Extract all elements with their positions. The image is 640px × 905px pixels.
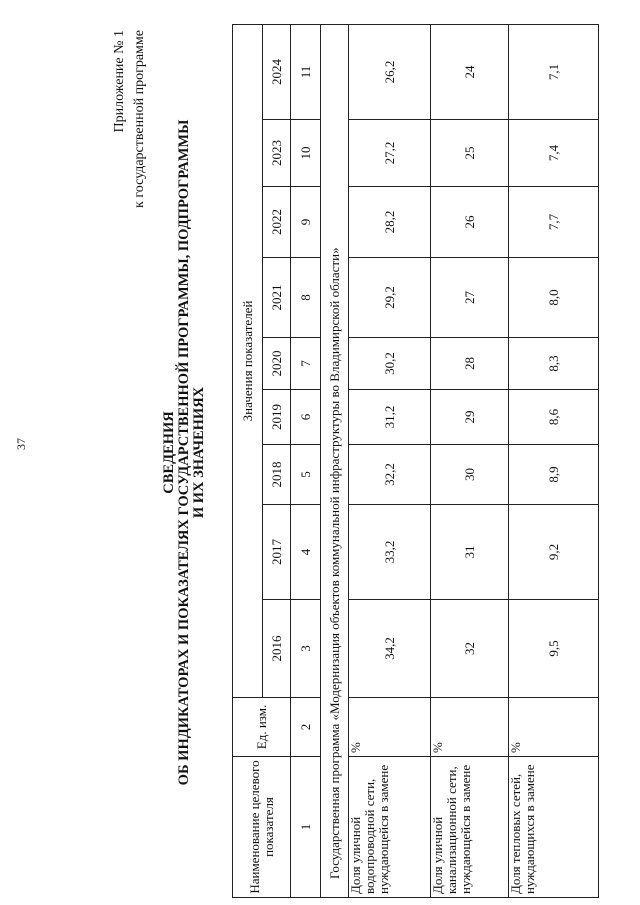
- year-header: 2022: [263, 187, 291, 258]
- indicator-name: Доля уличной водопроводной сети, нуждающейся в замене: [349, 757, 431, 898]
- column-number: 2: [291, 698, 321, 757]
- column-number: 11: [291, 24, 321, 119]
- indicator-name: Доля тепловых сетей, нуждающихся в замене: [509, 757, 599, 898]
- indicator-unit: %: [349, 698, 431, 757]
- indicator-unit: %: [509, 698, 599, 757]
- title-line: СВЕДЕНИЯ: [161, 411, 177, 494]
- indicator-value: 27: [431, 258, 509, 338]
- indicator-value: 32,2: [349, 445, 431, 505]
- appendix-line: Приложение № 1: [112, 30, 127, 133]
- indicator-unit: %: [431, 698, 509, 757]
- indicator-value: 28,2: [349, 187, 431, 258]
- indicator-value: 34,2: [349, 600, 431, 698]
- indicator-value: 7,1: [509, 24, 599, 119]
- indicator-value: 8,9: [509, 445, 599, 505]
- indicator-value: 8,3: [509, 338, 599, 390]
- page-number: 37: [14, 438, 28, 450]
- indicator-value: 26,2: [349, 24, 431, 119]
- column-number: 4: [291, 505, 321, 600]
- year-header: 2021: [263, 258, 291, 338]
- indicator-value: 7,7: [509, 187, 599, 258]
- year-header: 2020: [263, 338, 291, 390]
- indicator-value: 9,2: [509, 505, 599, 600]
- header-name: Наименование целевого показателя: [233, 757, 291, 898]
- indicator-value: 30,2: [349, 338, 431, 390]
- program-row: Государственная программа «Модернизация объектов коммунальной инфраструктуры во Владимирской области»: [321, 24, 349, 897]
- table-row: [509, 24, 599, 897]
- indicator-value: 7,4: [509, 120, 599, 187]
- indicator-value: 33,2: [349, 505, 431, 600]
- indicator-value: 25: [431, 120, 509, 187]
- year-header: 2024: [263, 24, 291, 119]
- column-number: 7: [291, 338, 321, 390]
- indicator-value: 26: [431, 187, 509, 258]
- indicator-value: 31,2: [349, 390, 431, 445]
- indicator-value: 32: [431, 600, 509, 698]
- column-number: 3: [291, 600, 321, 698]
- indicator-name: Доля уличной канализационной сети, нуждающейся в замене: [431, 757, 509, 898]
- indicator-value: 24: [431, 24, 509, 119]
- document-title: [162, 0, 207, 905]
- column-number: 6: [291, 390, 321, 445]
- column-numbers-row: [291, 24, 321, 897]
- indicator-value: 8,6: [509, 390, 599, 445]
- year-header: 2018: [263, 445, 291, 505]
- indicator-value: 28: [431, 338, 509, 390]
- year-header: 2016: [263, 600, 291, 698]
- year-header: 2023: [263, 120, 291, 187]
- column-number: 1: [291, 757, 321, 898]
- header-unit: Ед. изм.: [233, 698, 291, 757]
- indicator-value: 30: [431, 445, 509, 505]
- appendix-line: к государственной программе: [132, 30, 147, 208]
- column-number: 9: [291, 187, 321, 258]
- title-line: И ИХ ЗНАЧЕНИЯХ: [191, 386, 207, 519]
- column-number: 8: [291, 258, 321, 338]
- indicators-table: [232, 24, 599, 898]
- title-line: ОБ ИНДИКАТОРАХ И ПОКАЗАТЕЛЯХ ГОСУДАРСТВЕННОЙ ПРОГРАММЫ, ПОДПРОГРАММЫ: [176, 119, 192, 786]
- indicator-value: 27,2: [349, 120, 431, 187]
- column-number: 10: [291, 120, 321, 187]
- appendix-note: [110, 30, 150, 208]
- indicator-value: 8,0: [509, 258, 599, 338]
- indicator-value: 29,2: [349, 258, 431, 338]
- column-number: 5: [291, 445, 321, 505]
- header-values-group: Значения показателей: [233, 24, 263, 697]
- year-header: 2019: [263, 390, 291, 445]
- table-row: [349, 24, 431, 897]
- indicator-value: 29: [431, 390, 509, 445]
- indicator-value: 31: [431, 505, 509, 600]
- indicator-value: 9,5: [509, 600, 599, 698]
- table-row: [431, 24, 509, 897]
- year-header: 2017: [263, 505, 291, 600]
